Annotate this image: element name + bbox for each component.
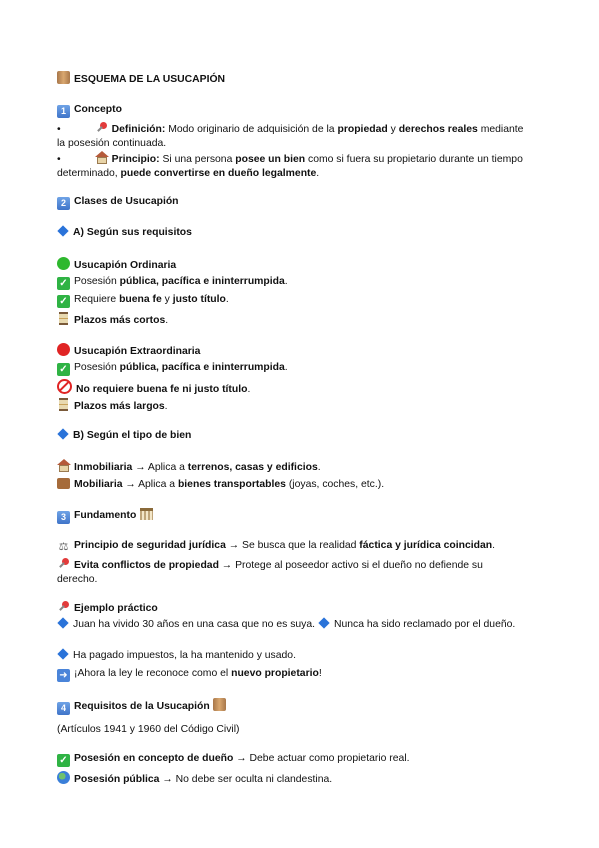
keycap-3-icon: 3 bbox=[57, 511, 70, 524]
ejemplo-line-2-text: Ha pagado impuestos, la ha mantenido y usado. bbox=[73, 650, 296, 661]
definicion-text-1: Modo originario de adquisición de la bbox=[165, 124, 338, 135]
check-mark-icon: ✓ bbox=[57, 277, 70, 290]
section-4-heading bbox=[57, 698, 230, 715]
balance-scale-icon: ⚖ bbox=[58, 541, 69, 553]
ejemplo-line-1b: Nunca ha sido reclamado por el dueño. bbox=[333, 619, 516, 630]
inmobiliaria-label: Inmobiliaria bbox=[74, 462, 133, 473]
pushpin-icon bbox=[95, 121, 108, 134]
fundamento-1 bbox=[57, 539, 495, 554]
blue-diamond-icon bbox=[318, 617, 329, 628]
requisito-2-bold: Posesión pública bbox=[74, 774, 160, 785]
ejemplo-line-1 bbox=[57, 618, 525, 632]
ordinaria-req-3-bold: Plazos más cortos bbox=[74, 315, 166, 326]
blue-diamond-icon bbox=[57, 648, 68, 659]
ordinaria-heading bbox=[57, 257, 176, 273]
keycap-2-icon: 2 bbox=[57, 197, 70, 210]
ordinaria-req-2-bold-2: justo título bbox=[172, 294, 226, 305]
sub-b-title: B) Según el tipo de bien bbox=[73, 430, 192, 441]
inmobiliaria-text: → Aplica a bbox=[132, 462, 188, 473]
inmobiliaria-bold: terrenos, casas y edificios bbox=[187, 462, 318, 473]
ordinaria-req-3 bbox=[57, 312, 168, 328]
check-mark-icon: ✓ bbox=[57, 295, 70, 308]
pushpin-icon bbox=[57, 600, 70, 613]
mobiliaria-text: → Aplica a bbox=[122, 479, 178, 490]
house-icon bbox=[57, 459, 70, 472]
fundamento-1-end: . bbox=[492, 540, 496, 551]
hourglass-icon bbox=[59, 398, 68, 411]
ordinaria-req-2-end: . bbox=[225, 294, 229, 305]
fundamento-1-label: Principio de seguridad jurídica bbox=[74, 540, 226, 551]
section-1-title: Concepto bbox=[74, 104, 122, 115]
blue-diamond-icon bbox=[57, 428, 68, 439]
red-circle-icon bbox=[57, 343, 70, 356]
ejemplo-line-3-text: ¡Ahora la ley le reconoce como el bbox=[74, 668, 232, 679]
fundamento-2 bbox=[57, 557, 525, 587]
right-arrow-icon: ➜ bbox=[57, 669, 70, 682]
ordinaria-req-2-text: Requiere bbox=[74, 294, 120, 305]
extraordinaria-req-1 bbox=[57, 361, 288, 376]
principio-text-2: como si fuera su propietario durante un tiempo determinado, bbox=[57, 154, 523, 179]
ejemplo-line-1a: Juan ha vivido 30 años en una casa que no es suya. bbox=[73, 619, 316, 630]
ordinaria-req-1-bold: pública, pacífica e ininterrumpida bbox=[119, 276, 285, 287]
articles-note: (Artículos 1941 y 1960 del Código Civil) bbox=[57, 724, 240, 735]
check-mark-icon: ✓ bbox=[57, 363, 70, 376]
requisito-1 bbox=[57, 752, 410, 767]
bullet-dot: • bbox=[57, 124, 61, 135]
scroll-icon bbox=[213, 698, 226, 711]
extraordinaria-title: Usucapión Extraordinaria bbox=[74, 346, 201, 357]
pushpin-icon bbox=[57, 557, 70, 570]
principio-text-1: Si una persona bbox=[159, 154, 236, 165]
ordinaria-req-1-end: . bbox=[284, 276, 288, 287]
keycap-1-icon: 1 bbox=[57, 105, 70, 118]
requisito-1-text: → Debe actuar como propietario real. bbox=[233, 753, 410, 764]
globe-icon bbox=[57, 771, 70, 784]
ordinaria-req-2 bbox=[57, 293, 229, 308]
bullet-dot: • bbox=[57, 154, 61, 165]
inmobiliaria-row bbox=[57, 459, 321, 475]
principio-label: Principio: bbox=[111, 154, 160, 165]
mobiliaria-row bbox=[57, 478, 384, 492]
extraordinaria-req-2-end: . bbox=[247, 384, 251, 395]
ordinaria-req-2-mid: y bbox=[161, 294, 173, 305]
ejemplo-line-3-bold: nuevo propietario bbox=[231, 668, 319, 679]
definicion-text-2: y bbox=[387, 124, 399, 135]
mobiliaria-bold: bienes transportables bbox=[177, 479, 286, 490]
extraordinaria-req-2-bold: No requiere buena fe ni justo título bbox=[76, 384, 248, 395]
definicion-bold-1: propiedad bbox=[337, 124, 388, 135]
classical-building-icon bbox=[140, 508, 153, 520]
requisito-2-text: → No debe ser oculta ni clandestina. bbox=[159, 774, 333, 785]
principio-text-3: . bbox=[316, 168, 320, 179]
ejemplo-title: Ejemplo práctico bbox=[74, 603, 158, 614]
hourglass-icon bbox=[59, 312, 68, 325]
ordinaria-title: Usucapión Ordinaria bbox=[74, 260, 177, 271]
principio-bold-1: posee un bien bbox=[235, 154, 306, 165]
inmobiliaria-end: . bbox=[317, 462, 321, 473]
mobiliaria-label: Mobiliaria bbox=[74, 479, 123, 490]
doc-title-row bbox=[57, 71, 225, 87]
section-1-heading bbox=[57, 103, 122, 118]
principio-bullet bbox=[57, 151, 525, 181]
extraordinaria-req-2 bbox=[57, 379, 250, 397]
extraordinaria-req-3-end: . bbox=[164, 401, 168, 412]
section-4-title: Requisitos de la Usucapión bbox=[74, 701, 210, 712]
keycap-4-icon: 4 bbox=[57, 702, 70, 715]
fundamento-1-text: → Se busca que la realidad bbox=[225, 540, 360, 551]
fundamento-2-label: Evita conflictos de propiedad bbox=[74, 560, 219, 571]
requisito-2 bbox=[57, 771, 332, 787]
principio-bold-2: puede convertirse en dueño legalmente bbox=[120, 168, 317, 179]
fundamento-1-bold: fáctica y jurídica coincidan bbox=[359, 540, 493, 551]
definicion-bullet bbox=[57, 121, 525, 151]
requisito-1-bold: Posesión en concepto de dueño bbox=[74, 753, 234, 764]
definicion-label: Definición: bbox=[111, 124, 166, 135]
extraordinaria-heading bbox=[57, 343, 200, 359]
check-mark-icon: ✓ bbox=[57, 754, 70, 767]
extraordinaria-req-3 bbox=[57, 398, 168, 414]
sub-b-heading bbox=[57, 429, 191, 443]
ejemplo-line-3 bbox=[57, 667, 322, 682]
ordinaria-req-2-bold-1: buena fe bbox=[119, 294, 162, 305]
mobiliaria-end: (joyas, coches, etc.). bbox=[285, 479, 385, 490]
ordinaria-req-1 bbox=[57, 275, 288, 290]
green-circle-icon bbox=[57, 257, 70, 270]
house-icon bbox=[95, 151, 108, 164]
doc-title: ESQUEMA DE LA USUCAPIÓN bbox=[74, 74, 226, 85]
briefcase-icon bbox=[57, 478, 70, 489]
definicion-text-3: mediante la posesión continuada. bbox=[57, 124, 524, 149]
extraordinaria-req-3-bold: Plazos más largos bbox=[74, 401, 165, 412]
extraordinaria-req-1-end: . bbox=[284, 362, 288, 373]
scroll-icon bbox=[57, 71, 70, 84]
ejemplo-line-3-end: ! bbox=[318, 668, 322, 679]
ordinaria-req-3-end: . bbox=[165, 315, 169, 326]
prohibited-icon bbox=[57, 379, 72, 394]
section-2-heading bbox=[57, 195, 179, 210]
blue-diamond-icon bbox=[57, 225, 68, 236]
extraordinaria-req-1-text: Posesión bbox=[74, 362, 120, 373]
blue-diamond-icon bbox=[57, 617, 68, 628]
fundamento-2-text: → Protege al poseedor activo si el dueño no defiende su derecho. bbox=[57, 560, 483, 585]
sub-a-title: A) Según sus requisitos bbox=[73, 227, 192, 238]
ejemplo-heading bbox=[57, 600, 158, 616]
extraordinaria-req-1-bold: pública, pacífica e ininterrumpida bbox=[119, 362, 285, 373]
ordinaria-req-1-text: Posesión bbox=[74, 276, 120, 287]
ejemplo-line-2 bbox=[57, 649, 296, 663]
section-3-title: Fundamento bbox=[74, 510, 137, 521]
sub-a-heading bbox=[57, 226, 192, 240]
section-3-heading bbox=[57, 508, 153, 524]
section-2-title: Clases de Usucapión bbox=[74, 196, 179, 207]
definicion-bold-2: derechos reales bbox=[398, 124, 478, 135]
